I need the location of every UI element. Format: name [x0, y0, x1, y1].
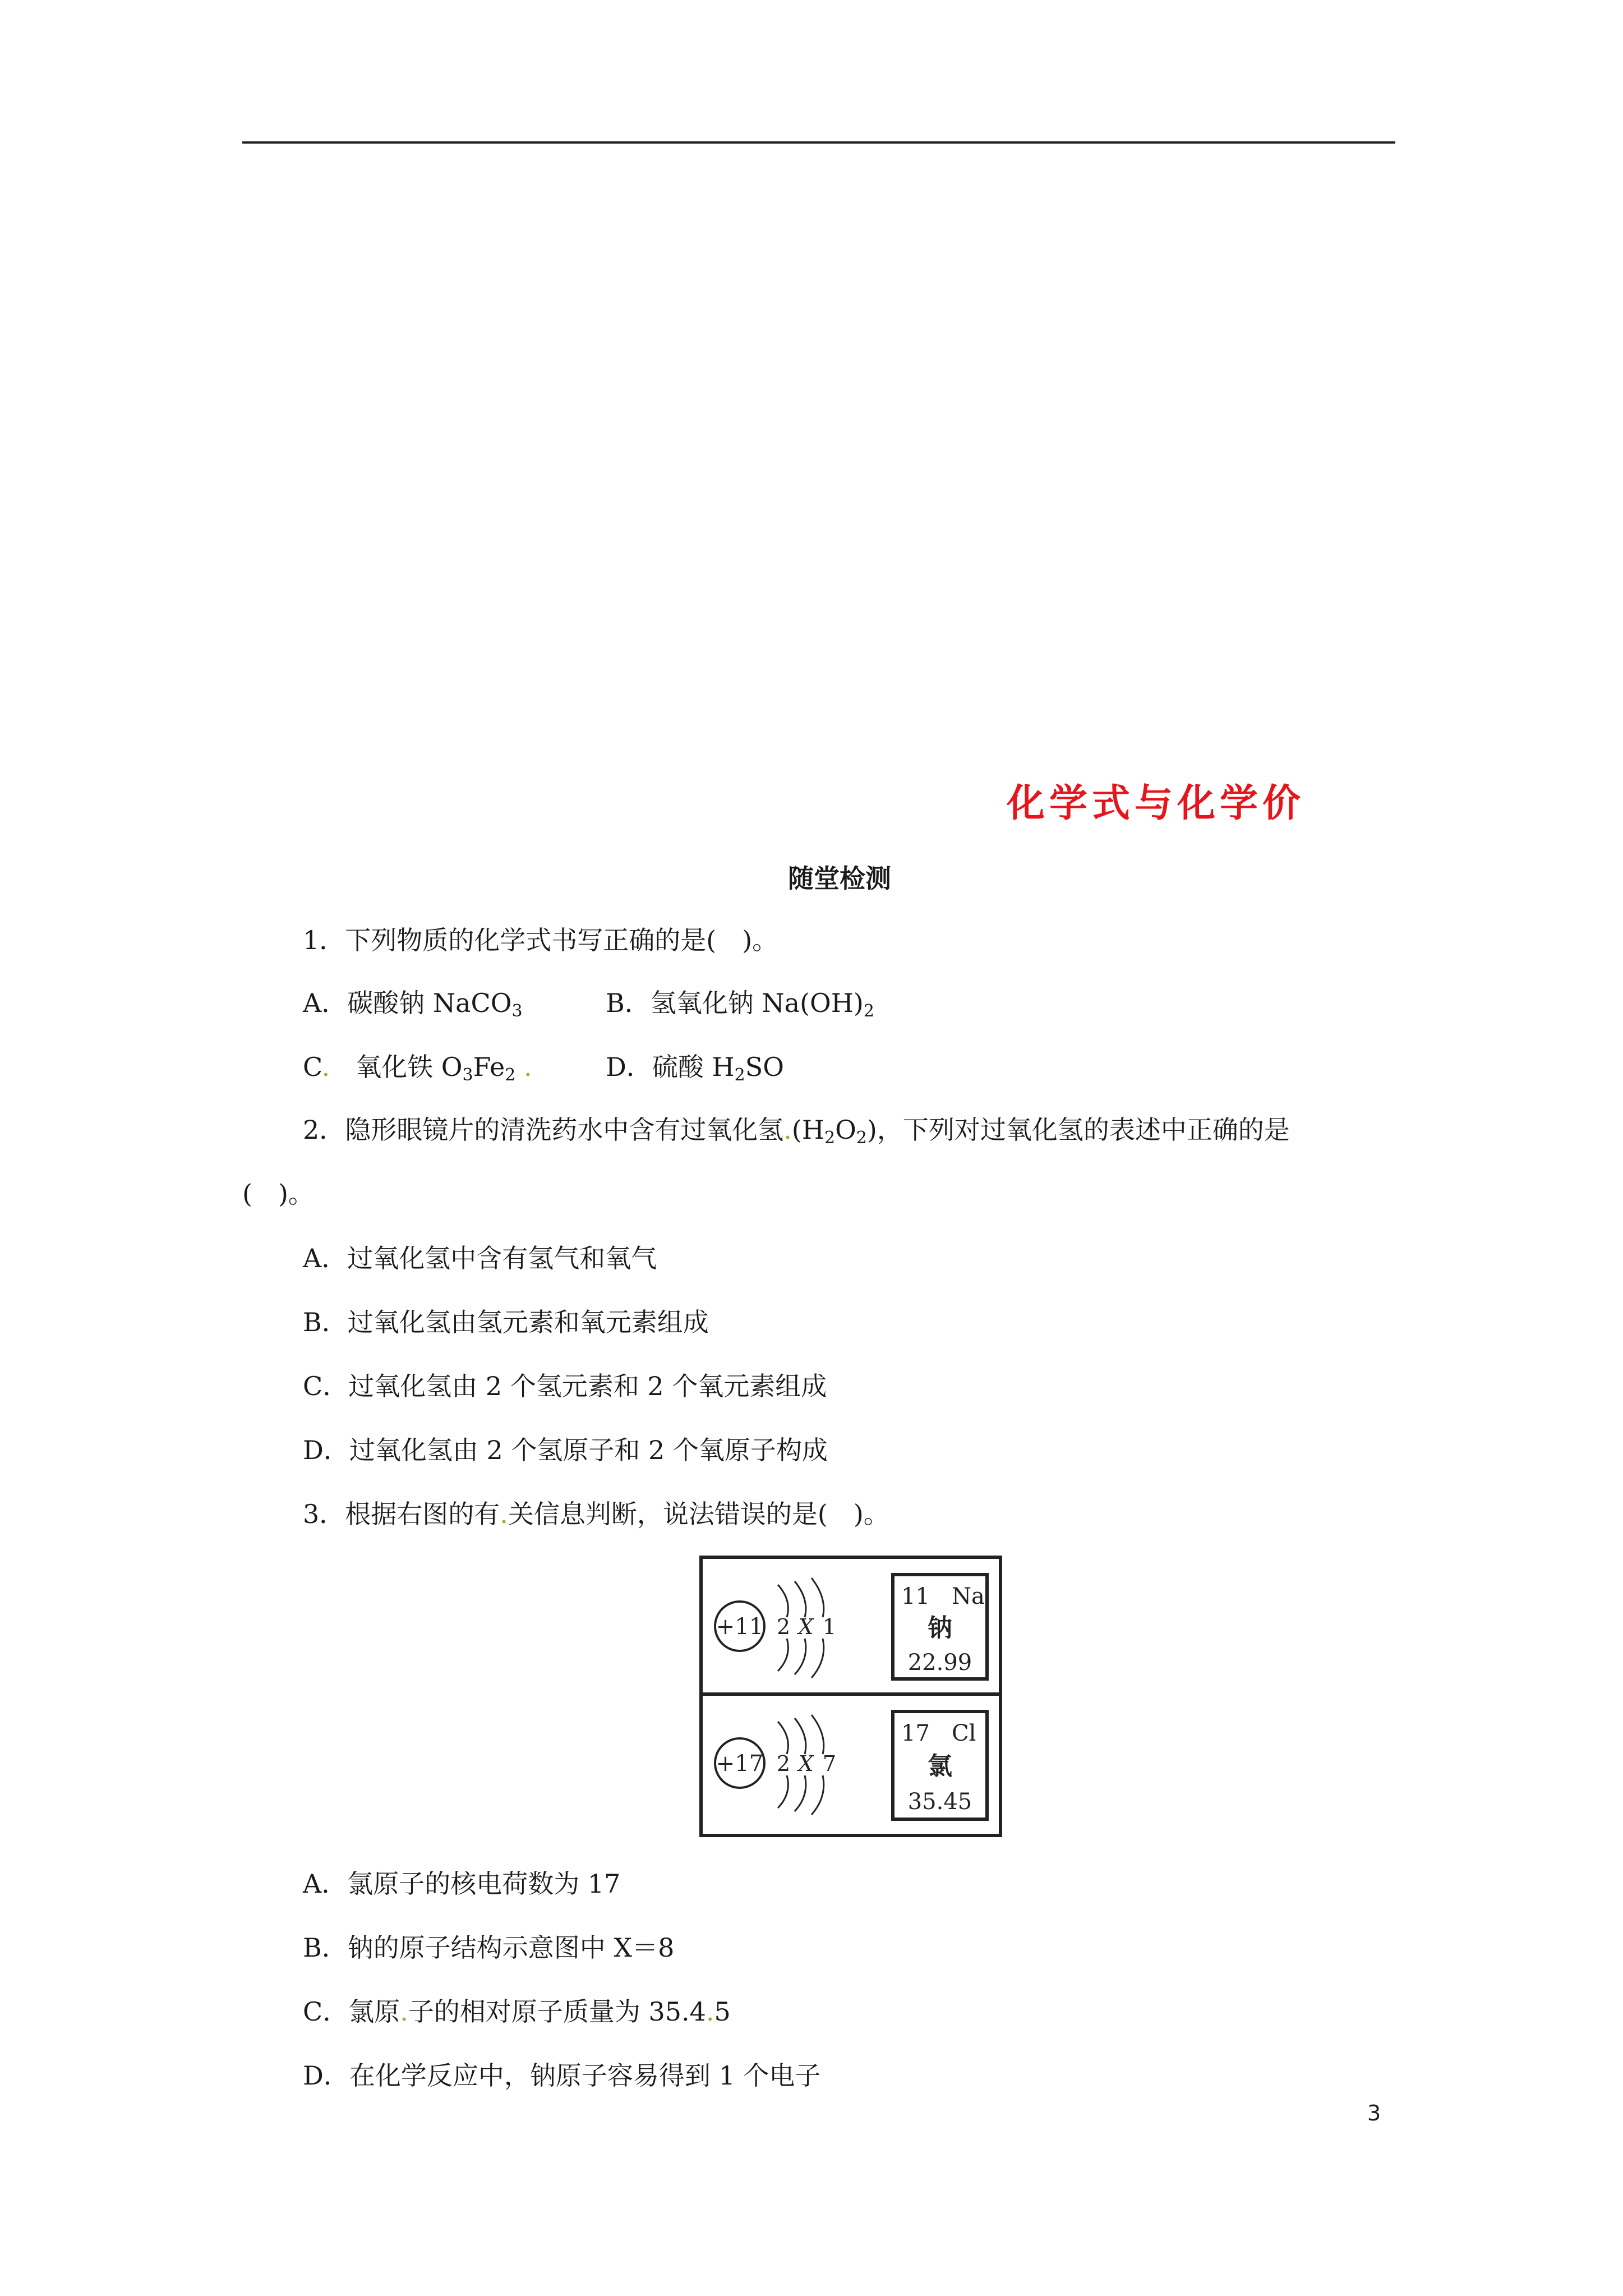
question-1-option-d: D．硫酸 $H_2SO$	[606, 1052, 784, 1085]
sodium-diagram	[715, 1575, 987, 1679]
question-3-option-d: D．在化学反应中，钠原子容易得到 1 个电子	[303, 2060, 821, 2091]
chlorine-symbol: Cl	[952, 1720, 976, 1746]
sodium-shell-x: X	[798, 1614, 814, 1639]
sodium-atomic-mass: 22.99	[907, 1650, 972, 1676]
question-2-stem-line-2: ( )。	[242, 1179, 314, 1209]
chlorine-atomic-number: 17	[901, 1720, 930, 1746]
sodium-shell-1: 2	[776, 1614, 791, 1639]
header-rule	[242, 141, 1395, 144]
question-1-option-a: A．碳酸钠 NaCO$_3$	[303, 988, 523, 1021]
sodium-nucleus-label: +11	[716, 1614, 764, 1640]
sodium-shell-3: 1	[822, 1614, 837, 1639]
chlorine-shell-3: 7	[822, 1751, 837, 1776]
chlorine-shell-x: X	[798, 1751, 814, 1776]
question-2-stem-line-1: 2．隐形眼镜片的清洗药水中含有过氧化氢$.(H_2O_2)$，下列对过氧化氢的表述中正确的是	[303, 1115, 1290, 1148]
question-2-option-c: C．过氧化氢由 2 个氢元素和 2 个氧元素组成	[303, 1371, 827, 1401]
question-1-stem: 1．下列物质的化学式书写正确的是( )。	[303, 925, 778, 955]
atomic-structure-figure	[699, 1556, 1002, 1837]
question-1-option-b: B．氢氧化钠 $Na(OH)_2$	[606, 988, 874, 1021]
question-1-option-c: C. 氧化铁 $O_3Fe_2$ .	[303, 1052, 532, 1085]
chlorine-nucleus-label: +17	[716, 1751, 764, 1777]
sodium-symbol: Na	[952, 1584, 985, 1609]
chlorine-atomic-mass: 35.45	[907, 1789, 972, 1815]
chlorine-diagram	[715, 1711, 987, 1819]
chlorine-shell-1: 2	[776, 1751, 791, 1776]
section-subtitle: 随堂检测	[788, 863, 891, 894]
question-2-option-a: A．过氧化氢中含有氢气和氧气	[303, 1243, 657, 1273]
sodium-name: 钠	[928, 1614, 952, 1642]
question-3-option-c: C．氯原.子的相对原子质量为 35.4.5	[303, 1996, 731, 2027]
question-2-option-d: D．过氧化氢由 2 个氢原子和 2 个氧原子构成	[303, 1435, 828, 1465]
question-2-option-b: B．过氧化氢由氢元素和氧元素组成	[303, 1307, 709, 1337]
page-number: 3	[1367, 2101, 1381, 2125]
sodium-atomic-number: 11	[901, 1584, 930, 1609]
question-3-option-b: B．钠的原子结构示意图中 X＝8	[303, 1932, 675, 1963]
chlorine-name: 氯	[928, 1752, 952, 1780]
question-3-option-a: A．氯原子的核电荷数为 17	[303, 1869, 621, 1899]
page-title: 化学式与化学价	[1007, 781, 1306, 826]
question-3-stem: 3．根据右图的有.关信息判断，说法错误的是( )。	[303, 1499, 889, 1529]
